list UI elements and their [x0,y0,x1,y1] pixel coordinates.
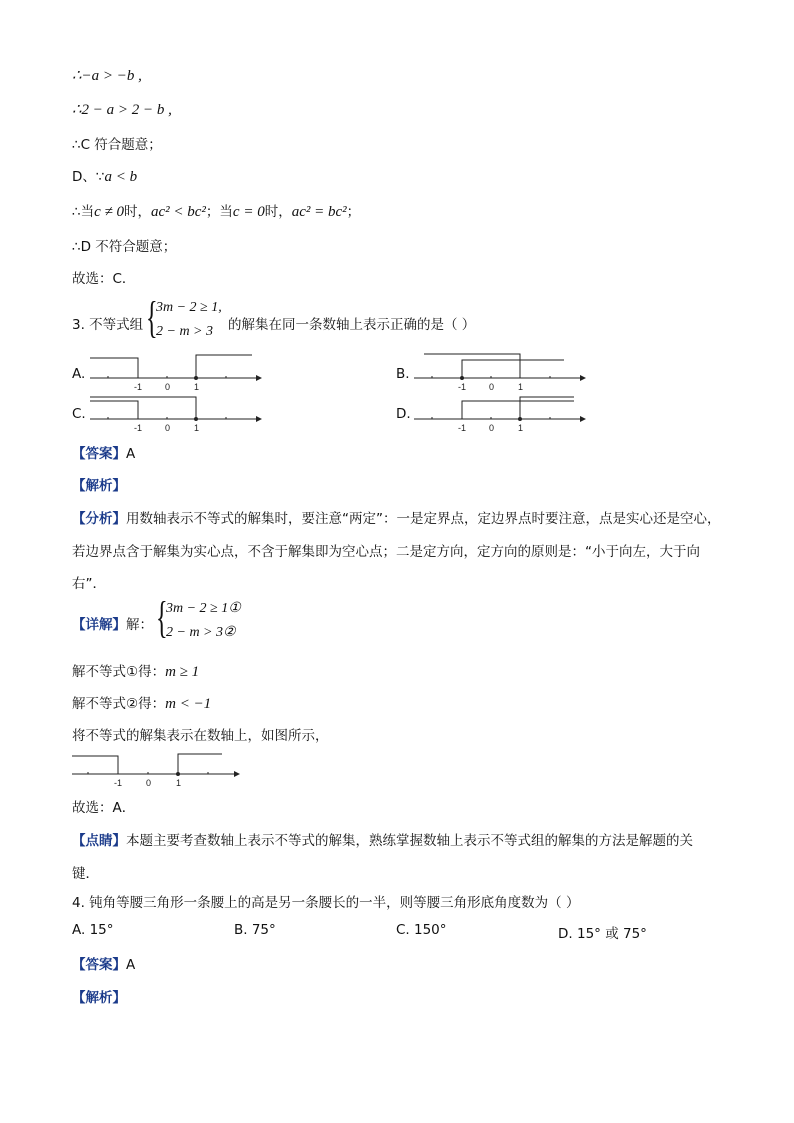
when-c-8: ac² = bc² [291,204,347,220]
answer-tag: 【答案】 [72,446,126,462]
solve-2-math: m < −1 [165,696,212,712]
svg-text:-1: -1 [458,382,467,392]
svg-text:0: 0 [489,423,495,433]
q4-option-b[interactable]: B. 75° [234,922,276,938]
when-c-4: ac² < bc² [150,204,206,220]
answer-value: A [126,446,136,462]
solution-number-line [72,748,244,790]
dianjing-tag: 【点睛】 [72,833,126,849]
fenxi-text1: 用数轴表示不等式的解集时，要注意“两定”：一是定界点，定边界点时要注意，点是实心还是空心， [126,511,721,527]
q4-answer-tag: 【答案】 [72,957,126,973]
solve-1 [72,660,199,681]
svg-text:0: 0 [489,382,495,392]
tick-neg1: -1 [134,382,143,392]
line-c-correct: ∴C 符合题意； [72,137,162,153]
svg-text:1: 1 [518,382,524,392]
q3-brace: { [146,293,158,342]
fenxi-tag: 【分析】 [72,511,126,527]
tick-1: 1 [194,382,200,392]
svg-text:0: 0 [165,423,171,433]
q4-question: 4. 钝角等腰三角形一条腰上的高是另一条腰长的一半，则等腰三角形底角度数为（ ） [72,895,580,911]
solve-2-text: 解不等式②得： [72,696,166,712]
q3-xiangjie [72,613,153,633]
q4-answer [72,953,135,973]
solve-1-math: m ≥ 1 [165,664,200,680]
xiangjie-text: 解： [126,617,153,633]
solve-2 [72,692,211,713]
q3-suffix: 的解集在同一条数轴上表示正确的是（ ） [228,317,476,333]
q3-fenxi-line3: 右”． [72,576,106,592]
represent-text: 将不等式的解集表示在数轴上，如图所示， [72,728,329,744]
svg-text:-1: -1 [134,423,143,433]
when-c-5: ；当 [205,204,233,220]
when-c-9: ； [346,204,361,220]
option-c-letter[interactable]: C. [72,406,86,422]
when-c-2: c ≠ 0 [94,204,124,220]
q4-option-a[interactable]: A. 15° [72,922,114,938]
system-brace: { [156,593,168,642]
system-ineq1: 3m − 2 ≥ 1① [166,601,241,616]
line-d-math: a < b [104,169,138,185]
dianjing-line2: 键． [72,866,99,882]
system-ineq2: 2 − m > 3② [166,625,236,640]
option-c-number-line[interactable] [90,391,265,433]
svg-text:1: 1 [176,778,182,788]
line-neg-a: ∴−a > −b , [72,68,142,84]
svg-text:1: 1 [194,423,200,433]
option-b-letter[interactable]: B. [396,366,410,382]
when-c-7: 时， [264,204,292,220]
solve-1-text: 解不等式①得： [72,664,166,680]
q3-prefix: 3. 不等式组 [72,317,144,333]
line-when-c [72,200,360,221]
q4-analysis-tag: 【解析】 [72,990,126,1006]
dianjing-text1: 本题主要考查数轴上表示不等式的解集，熟练掌握数轴上表示不等式组的解集的方法是解题的关 [126,833,693,849]
line-two-minus: ∴2 − a > 2 − b , [72,102,172,118]
q3-fenxi-line2: 若边界点含于解集为实心点，不含于解集即为空心点；二是定方向，定方向的原则是：“小于向左，大于向 [72,544,700,560]
when-c-6: c = 0 [232,204,265,220]
q4-option-c[interactable]: C. 150° [396,922,447,938]
q3-ineq2: 2 − m > 3 [156,324,214,339]
option-d-number-line[interactable] [414,391,589,433]
q4-answer-value: A [126,957,136,973]
q4-option-d[interactable]: D. 15° 或 75° [558,926,647,942]
q3-ineq1: 3m − 2 ≥ 1, [156,300,222,315]
choose-a: 故选：A． [72,800,136,816]
xiangjie-tag: 【详解】 [72,617,126,633]
line-d-prefix: D、∵ [72,169,105,185]
option-d-letter[interactable]: D. [396,406,411,422]
q3-answer [72,442,135,462]
when-c-1: ∴当 [72,204,95,220]
q3-fenxi-line1 [72,507,721,527]
tick-0: 0 [165,382,171,392]
dianjing-line1 [72,829,693,849]
line-d-wrong: ∴D 不符合题意； [72,239,177,255]
svg-text:1: 1 [518,423,524,433]
option-b-number-line[interactable] [414,350,589,392]
q3-analysis-tag: 【解析】 [72,478,126,494]
svg-text:-1: -1 [458,423,467,433]
when-c-3: 时， [123,204,151,220]
svg-text:-1: -1 [114,778,123,788]
line-choose-c: 故选：C． [72,271,136,287]
option-a-letter[interactable]: A. [72,366,86,382]
option-a-number-line[interactable] [90,350,265,392]
svg-text:0: 0 [146,778,152,788]
line-d-because [72,165,137,186]
